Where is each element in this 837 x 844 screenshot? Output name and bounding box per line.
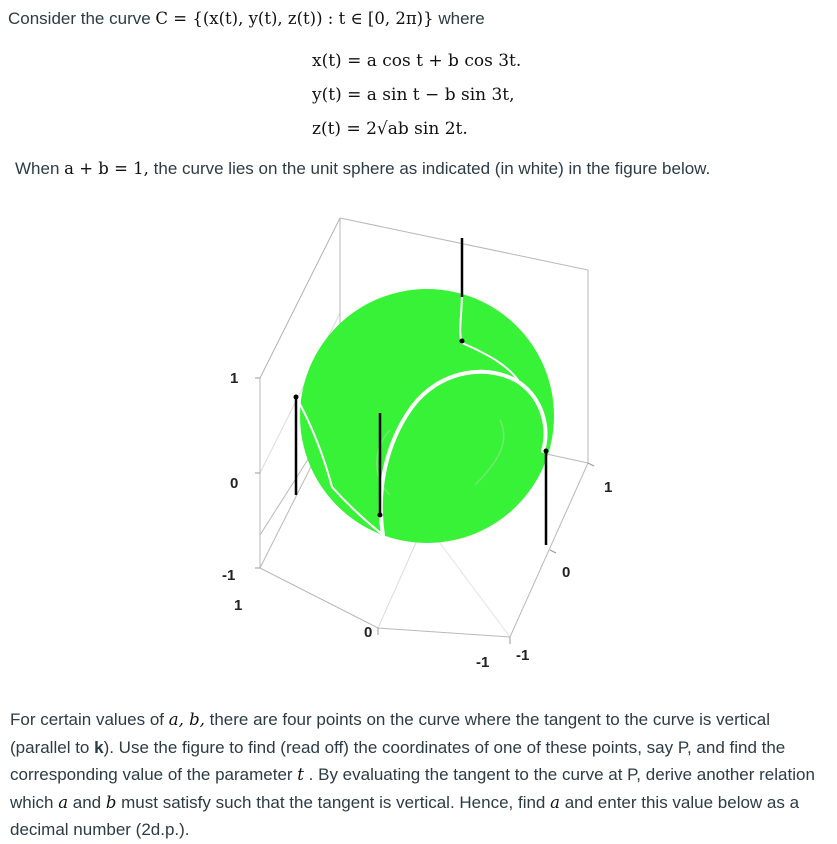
y-tick-label: -1 [516, 647, 530, 664]
x-tick-label: 0 [364, 624, 373, 641]
sphere-statement [15, 158, 710, 180]
x-tick-label: 1 [234, 597, 243, 614]
question-text: must satisfy such that the tangent is vertical. Hence, find [116, 792, 551, 812]
math-b: b [105, 792, 117, 812]
question-text: and [68, 792, 106, 812]
vector-k: k [94, 737, 104, 757]
math-a: a [550, 792, 560, 812]
intro-sentence [8, 8, 485, 30]
question-text: and enter this value below as a decimal number (2d.p.). [10, 792, 800, 839]
y-tick-label: 0 [562, 564, 571, 581]
equation-x: x(t) = a cos t + b cos 3t. [312, 51, 522, 71]
math-ab: a, b, [168, 710, 205, 729]
math-a: a [58, 792, 69, 812]
equation-z: z(t) = 2√ab sin 2t. [312, 119, 468, 139]
intro-suffix: where [433, 9, 485, 28]
unit-sphere [300, 289, 554, 543]
statement-suffix: the curve lies on the unit sphere as indicated (in white) in the figure below. [148, 159, 711, 178]
y-tick-label: 1 [604, 479, 613, 496]
sum-condition: a + b = 1, [64, 159, 149, 178]
intro-prefix: Consider the curve [8, 9, 156, 28]
math-t: t [297, 765, 304, 784]
question-paragraph [10, 706, 825, 844]
sphere-curve-figure [200, 205, 640, 675]
question-text: For certain values of [10, 710, 169, 729]
z-tick-label: 1 [230, 370, 239, 387]
question-text: . By evaluating the tangent to the curve at P, derive another relation which [10, 765, 815, 812]
z-tick-label: -1 [222, 567, 236, 584]
statement-prefix: When [15, 159, 65, 178]
question-text: ). Use the figure to find (read off) the coordinates of one of these points, say P, and find the corresponding value of the parameter [10, 737, 786, 784]
question-text: there are four points on the curve where the tangent to the curve is vertical (parallel to [10, 710, 770, 757]
x-tick-label: -1 [476, 654, 490, 671]
z-tick-label: 0 [230, 475, 239, 492]
curve-set-expression: C = {(x(t), y(t), z(t)) : t ∈ [0, 2π)} [155, 9, 434, 28]
equation-y: y(t) = a sin t − b sin 3t, [312, 85, 515, 105]
